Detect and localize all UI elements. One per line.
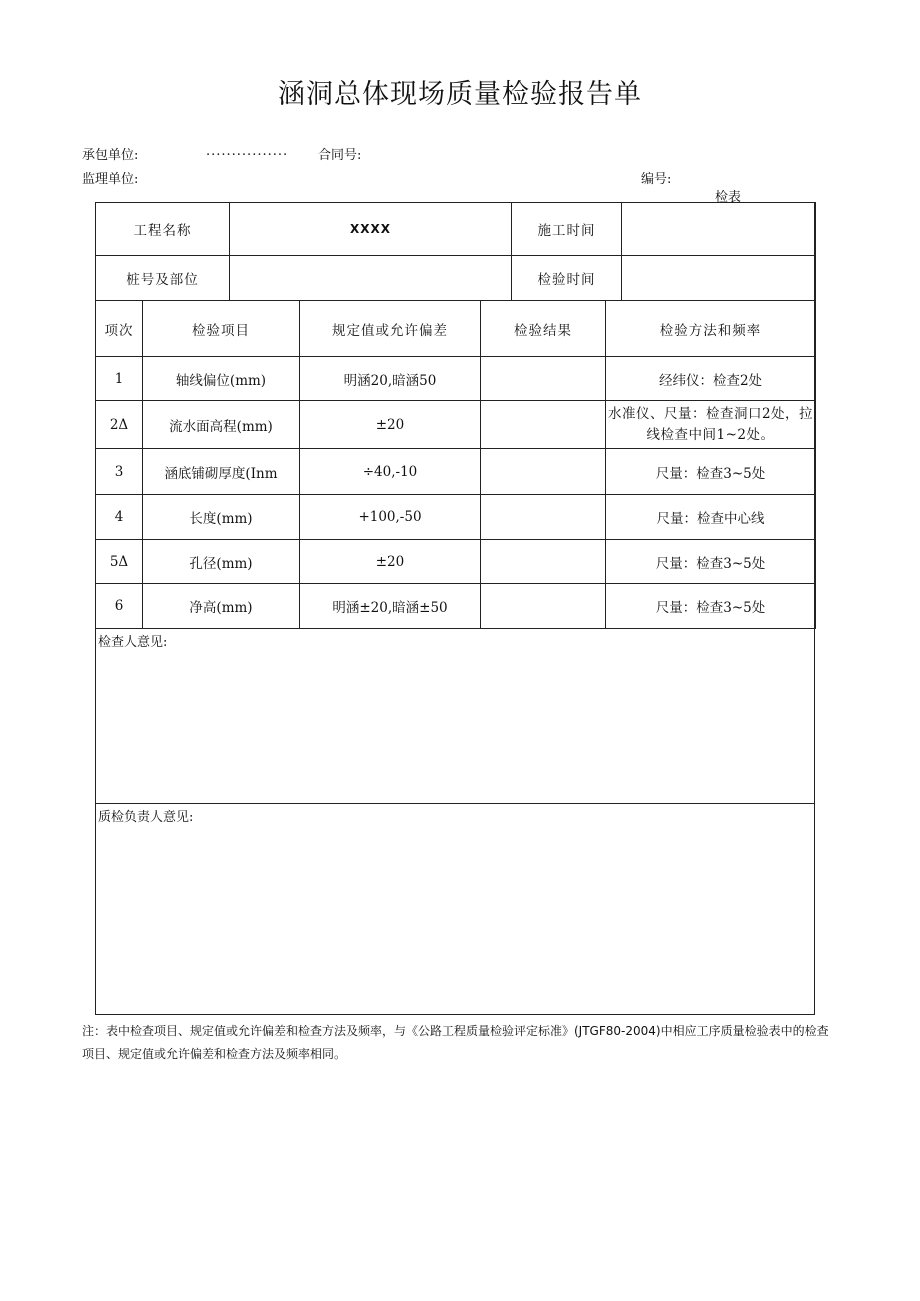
row-no: 3 bbox=[96, 449, 143, 495]
footnote: 注：表中检查项目、规定值或允许偏差和检查方法及频率，与《公路工程质量检验评定标准》(JTGF80-2004)中相应工序质量检验表中的检查项目、规定值或允许偏差和检查方法及频率相同。 bbox=[82, 1024, 829, 1061]
row-no: 1 bbox=[96, 357, 143, 401]
row-item: 长度(mm) bbox=[143, 495, 300, 540]
station-value bbox=[230, 256, 512, 301]
row-no: 5Δ bbox=[96, 540, 143, 584]
page-title: 涵洞总体现场质量检验报告单 bbox=[278, 79, 642, 110]
contractor-value-dots: ................ bbox=[206, 144, 289, 159]
row-result bbox=[481, 584, 606, 629]
contract-no-label: 合同号: bbox=[318, 148, 362, 163]
header-table bbox=[95, 202, 816, 301]
construction-time-label: 施工时间 bbox=[512, 203, 622, 256]
column-header-item: 检验项目 bbox=[143, 301, 300, 357]
contractor-label: 承包单位: bbox=[82, 148, 139, 163]
table-row bbox=[96, 357, 816, 401]
row-result bbox=[481, 449, 606, 495]
column-header-result: 检验结果 bbox=[481, 301, 606, 357]
row-method: 水准仪、尺量：检查洞口2处，拉线检查中间1~2处。 bbox=[606, 401, 816, 449]
row-method: 尺量：检查3~5处 bbox=[606, 584, 816, 629]
inspection-time-label: 检验时间 bbox=[512, 256, 622, 301]
header-row bbox=[96, 203, 816, 256]
row-method: 尺量：检查中心线 bbox=[606, 495, 816, 540]
row-item: 涵底铺砌厚度(Inm bbox=[143, 449, 300, 495]
column-header-no: 项次 bbox=[96, 301, 143, 357]
serial-no-label: 编号: bbox=[641, 172, 672, 187]
form-label: 检表 bbox=[715, 190, 742, 205]
inspector-opinion-box bbox=[95, 628, 815, 804]
inspection-time-value bbox=[622, 256, 816, 301]
row-spec: 明涵20,暗涵50 bbox=[300, 357, 481, 401]
row-item: 净高(mm) bbox=[143, 584, 300, 629]
project-name-label: 工程名称 bbox=[96, 203, 230, 256]
row-item: 流水面高程(mm) bbox=[143, 401, 300, 449]
row-item: 轴线偏位(mm) bbox=[143, 357, 300, 401]
row-method: 尺量：检查3~5处 bbox=[606, 449, 816, 495]
inspection-items-table bbox=[95, 300, 816, 629]
column-header-method: 检验方法和频率 bbox=[606, 301, 816, 357]
row-result bbox=[481, 357, 606, 401]
qc-opinion-box bbox=[95, 803, 815, 1015]
construction-time-value bbox=[622, 203, 816, 256]
table-row bbox=[96, 495, 816, 540]
row-item: 孔径(mm) bbox=[143, 540, 300, 584]
qc-opinion-label: 质检负责人意见: bbox=[98, 810, 194, 825]
row-spec: ±20 bbox=[300, 540, 481, 584]
table-row bbox=[96, 401, 816, 449]
row-result bbox=[481, 401, 606, 449]
table-header-row bbox=[96, 301, 816, 357]
row-result bbox=[481, 540, 606, 584]
row-no: 6 bbox=[96, 584, 143, 629]
header-row bbox=[96, 256, 816, 301]
row-method: 经纬仪：检查2处 bbox=[606, 357, 816, 401]
table-row bbox=[96, 449, 816, 495]
table-row bbox=[96, 584, 816, 629]
row-spec: ±20 bbox=[300, 401, 481, 449]
row-no: 4 bbox=[96, 495, 143, 540]
row-spec: 明涵±20,暗涵±50 bbox=[300, 584, 481, 629]
station-label: 桩号及部位 bbox=[96, 256, 230, 301]
supervisor-label: 监理单位: bbox=[82, 172, 139, 187]
inspector-opinion-label: 检查人意见: bbox=[98, 635, 168, 650]
project-name-value: XXXX bbox=[230, 203, 512, 256]
row-spec: +100,-50 bbox=[300, 495, 481, 540]
row-method: 尺量：检查3~5处 bbox=[606, 540, 816, 584]
row-no: 2Δ bbox=[96, 401, 143, 449]
row-spec: ÷40,-10 bbox=[300, 449, 481, 495]
table-row bbox=[96, 540, 816, 584]
column-header-spec: 规定值或允许偏差 bbox=[300, 301, 481, 357]
row-result bbox=[481, 495, 606, 540]
